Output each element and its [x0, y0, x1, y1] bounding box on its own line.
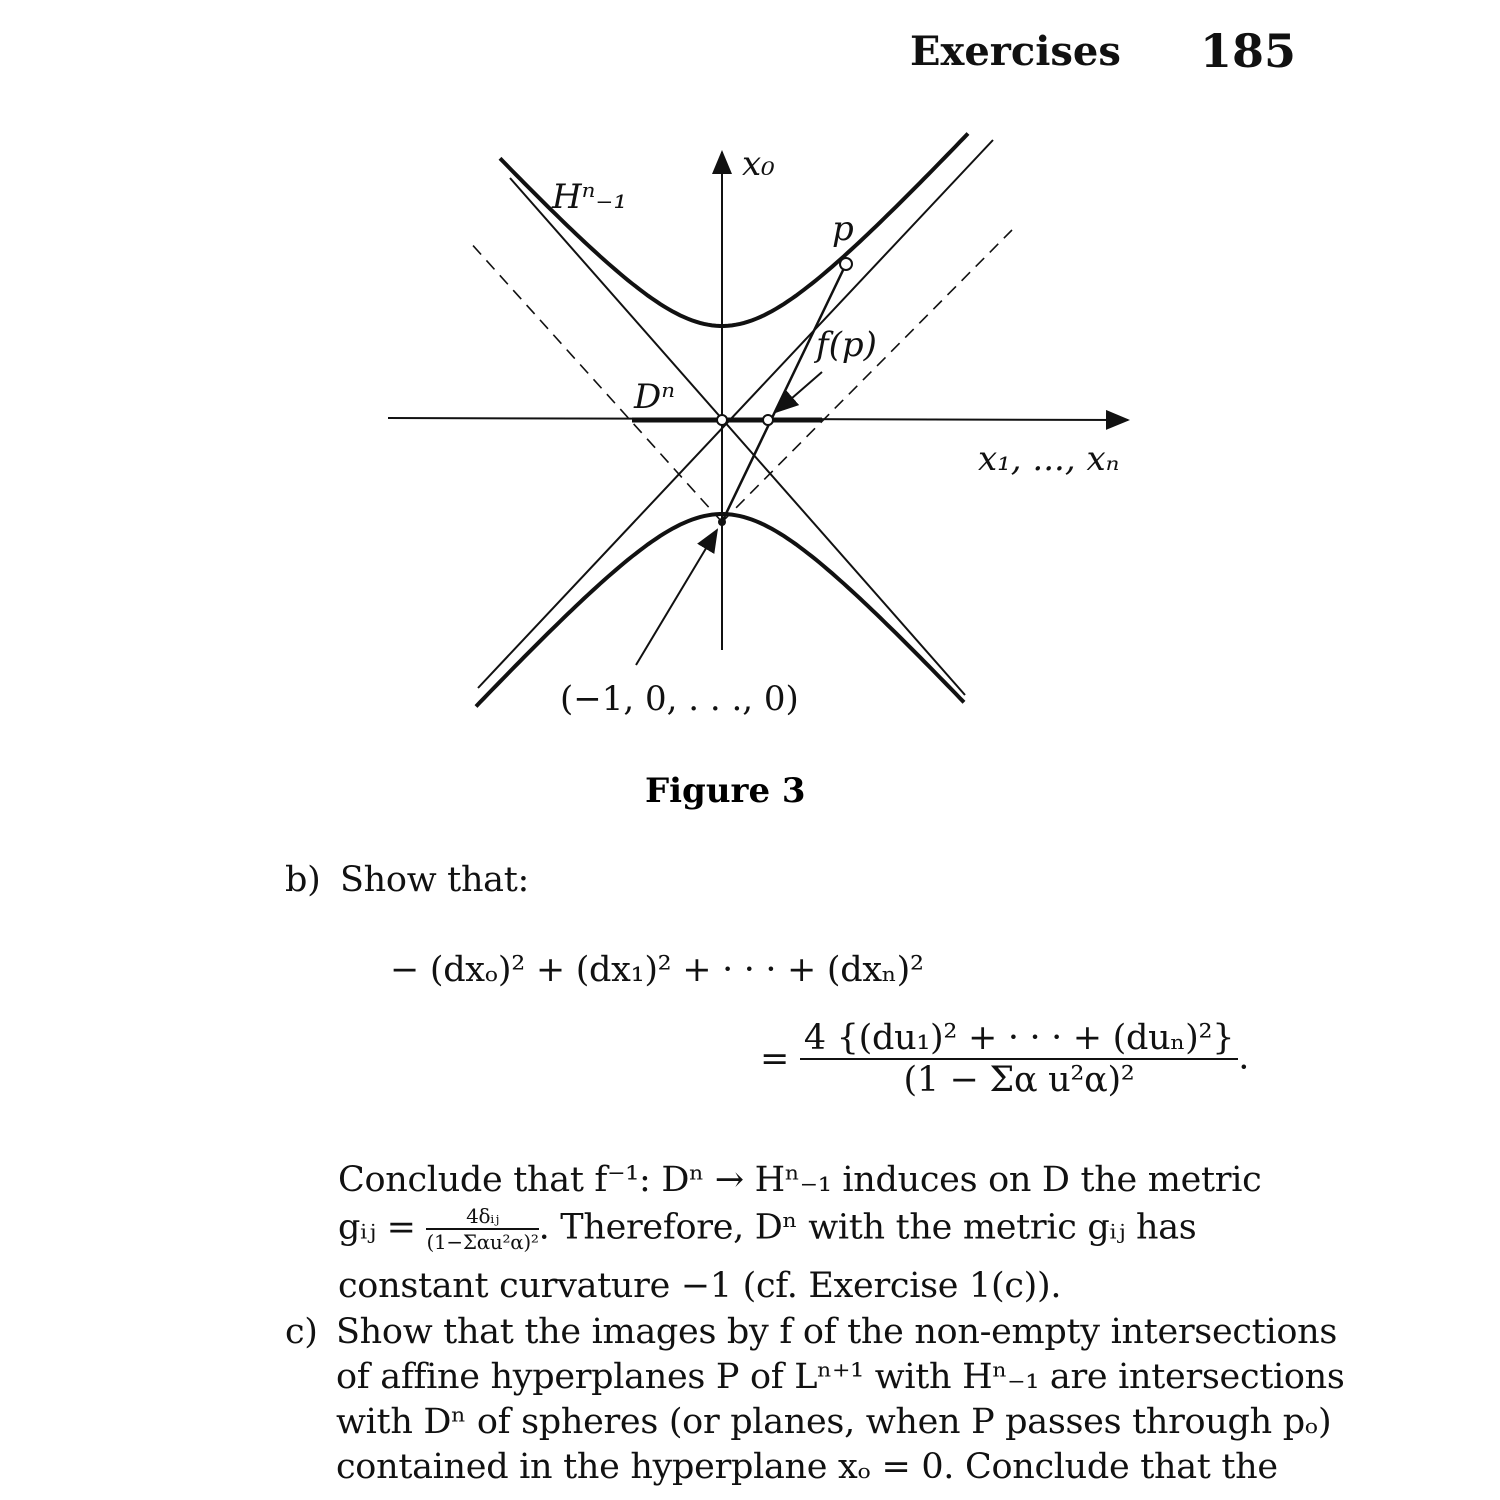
- origin-point: [717, 415, 727, 425]
- x0-label: x₀: [742, 144, 775, 184]
- fp-arrow: [776, 372, 822, 412]
- metric-numerator: 4δᵢⱼ: [426, 1204, 538, 1230]
- part-c-line: contained in the hyperplane xₒ = 0. Conclude that the: [336, 1447, 1278, 1487]
- pole-arrow: [636, 530, 717, 665]
- fraction-numerator: 4 {(du₁)² + · · · + (duₙ)²}: [800, 1018, 1238, 1060]
- running-header-section: Exercises: [910, 28, 1121, 75]
- pole-label: (−1, 0, . . ., 0): [560, 679, 799, 719]
- part-c-line: Show that the images by f of the non-empty intersections: [336, 1312, 1338, 1352]
- pole-point: [718, 518, 726, 526]
- fraction-denominator: (1 − Σα u²α)²: [903, 1060, 1135, 1100]
- metric-fraction: [426, 1204, 538, 1254]
- metric-denominator: (1−Σαu²α)²: [426, 1230, 539, 1254]
- equation-lhs: − (dxₒ)² + (dx₁)² + · · · + (dxₙ)²: [390, 950, 924, 990]
- dashed-cone-2: [468, 240, 722, 522]
- metric-lhs: gᵢⱼ =: [338, 1207, 416, 1248]
- equation-period: .: [1238, 1037, 1250, 1078]
- asymptote-2: [478, 140, 993, 688]
- conclude-line-3: constant curvature −1 (cf. Exercise 1(c)).: [338, 1266, 1062, 1306]
- part-c-line: with Dⁿ of spheres (or planes, when P passes through pₒ): [336, 1402, 1332, 1442]
- part-b-intro: Show that:: [340, 860, 530, 900]
- equals-sign: =: [760, 1039, 790, 1079]
- equation-rhs: [760, 1018, 1249, 1100]
- disk-label: Dⁿ: [634, 377, 676, 417]
- p-point: [840, 258, 852, 270]
- metric-text: . Therefore, Dⁿ with the metric gᵢⱼ has: [538, 1207, 1197, 1248]
- figure-caption: Figure 3: [645, 771, 806, 811]
- fp-label: f(p): [816, 325, 877, 365]
- equation-fraction: [800, 1018, 1238, 1100]
- hyperboloid-upper-sheet: [500, 134, 968, 327]
- asymptote-1: [510, 178, 965, 695]
- hyperboloid-label: Hⁿ₋₁: [552, 177, 628, 217]
- part-b-marker: b): [285, 860, 321, 900]
- page-number: 185: [1200, 24, 1297, 78]
- fp-point: [763, 415, 773, 425]
- part-c-marker: c): [285, 1312, 318, 1352]
- x-axis-label: x₁, ..., xₙ: [978, 439, 1120, 479]
- conclude-line-2: [338, 1204, 1196, 1254]
- part-c-line: of affine hyperplanes P of Lⁿ⁺¹ with Hⁿ₋₁ are intersections: [336, 1357, 1345, 1397]
- p-label: p: [832, 209, 854, 249]
- conclude-line-1: Conclude that f⁻¹: Dⁿ → Hⁿ₋₁ induces on D the metric: [338, 1160, 1262, 1200]
